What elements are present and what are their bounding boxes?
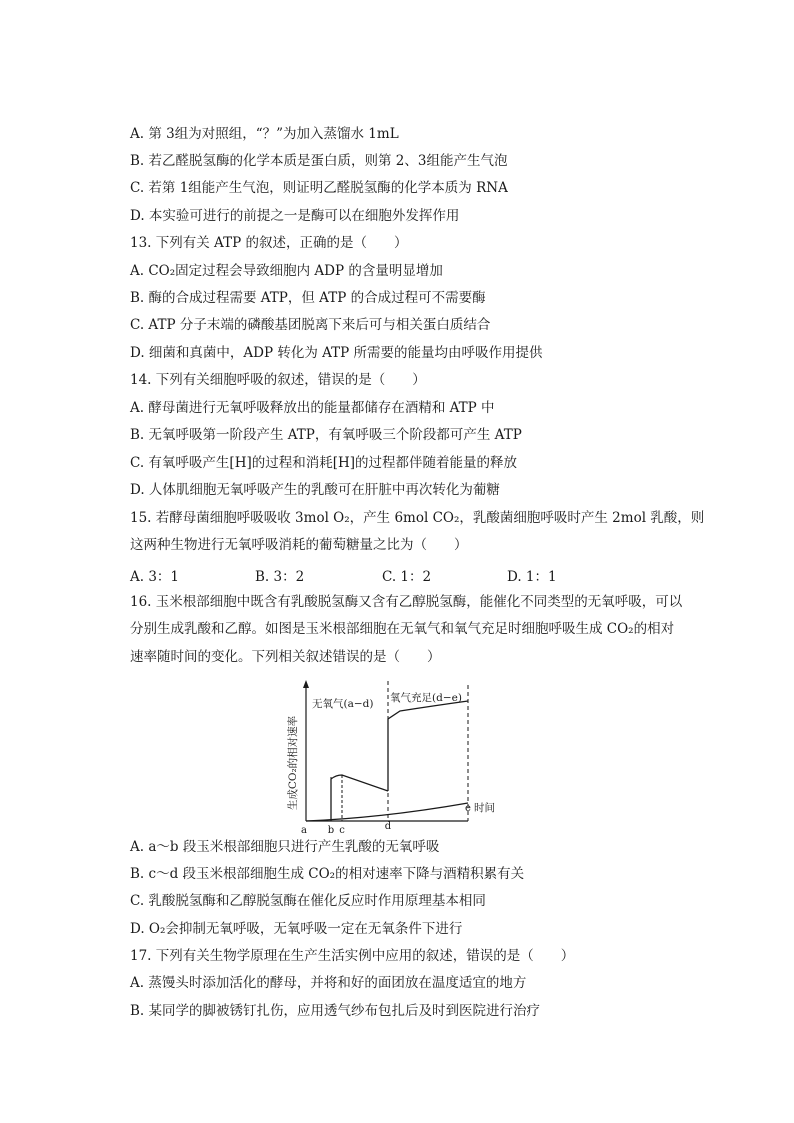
q14-stem: 14. 下列有关细胞呼吸的叙述，错误的是（ ）	[130, 372, 426, 388]
q13-stem: 13. 下列有关 ATP 的叙述，正确的是（ ）	[130, 235, 408, 251]
co2-rate-graph	[282, 675, 510, 835]
q16-stem-line3: 速率随时间的变化。下列相关叙述错误的是（ ）	[130, 649, 441, 665]
q15-stem-line1: 15. 若酵母菌细胞呼吸吸收 3mol O₂，产生 6mol CO₂，乳酸菌细胞呼吸时产生 2mol 乳酸，则	[130, 510, 705, 526]
q16-option-d: D. O₂会抑制无氧呼吸，无氧呼吸一定在无氧条件下进行	[130, 921, 463, 937]
q14-option-a: A. 酵母菌进行无氧呼吸释放出的能量都储存在酒精和 ATP 中	[130, 400, 495, 416]
tick-b: b	[327, 825, 335, 836]
q15-option-c: C. 1：2	[382, 569, 432, 585]
q12-option-c: C. 若第 1组能产生气泡，则证明乙醛脱氢酶的化学本质为 RNA	[130, 180, 508, 196]
q16-option-c: C. 乳酸脱氢酶和乙醇脱氢酶在催化反应时作用原理基本相同	[130, 893, 486, 909]
q15-option-b: B. 3：2	[255, 569, 305, 585]
q13-option-d: D. 细菌和真菌中，ADP 转化为 ATP 所需要的能量均由呼吸作用提供	[130, 345, 543, 361]
q15-option-a: A. 3：1	[130, 569, 180, 585]
y-axis-label: 生成CO₂的相对速率	[287, 715, 299, 811]
q14-option-d: D. 人体肌细胞无氧呼吸产生的乳酸可在肝脏中再次转化为葡糖	[130, 482, 500, 498]
q14-option-b: B. 无氧呼吸第一阶段产生 ATP，有氧呼吸三个阶段都可产生 ATP	[130, 427, 522, 443]
tick-d: d	[384, 821, 392, 832]
q13-option-b: B. 酶的合成过程需要 ATP，但 ATP 的合成过程可不需要酶	[130, 290, 486, 306]
tick-c: c	[339, 825, 345, 836]
q12-option-b: B. 若乙醛脱氢酶的化学本质是蛋白质，则第 2、3组能产生气泡	[130, 153, 508, 169]
q12-option-d: D. 本实验可进行的前提之一是酶可以在细胞外发挥作用	[130, 208, 460, 224]
q13-option-a: A. CO₂固定过程会导致细胞内 ADP 的含量明显增加	[130, 263, 443, 279]
x-axis-label: 时间	[474, 802, 495, 814]
q17-stem: 17. 下列有关生物学原理在生产生活实例中应用的叙述，错误的是（ ）	[130, 948, 575, 964]
tick-a: a	[301, 825, 307, 836]
q12-option-a: A. 第 3组为对照组，“？”为加入蒸馏水 1mL	[130, 126, 399, 142]
region-anoxic-label: 无氧气(a−d)	[312, 698, 374, 710]
q16-option-a: A. a～b 段玉米根部细胞只进行产生乳酸的无氧呼吸	[130, 839, 440, 855]
curve-anoxic	[331, 775, 388, 821]
q17-option-a: A. 蒸馒头时添加活化的酵母，并将和好的面团放在温度适宜的地方	[130, 975, 527, 991]
q15-option-d: D. 1：1	[507, 569, 557, 585]
q15-options	[130, 565, 690, 583]
curve-baseline	[306, 803, 468, 821]
curve-oxygen	[388, 701, 468, 791]
q16-option-b: B. c～d 段玉米根部细胞生成 CO₂的相对速率下降与酒精积累有关	[130, 866, 525, 882]
q15-stem-line2: 这两种生物进行无氧呼吸消耗的葡萄糖量之比为（ ）	[130, 537, 468, 553]
q13-option-c: C. ATP 分子末端的磷酸基团脱离下来后可与相关蛋白质结合	[130, 317, 491, 333]
region-oxygen-label: 氧气充足(d−e)	[390, 692, 462, 704]
q16-stem-line2: 分别生成乳酸和乙醇。如图是玉米根部细胞在无氧气和氧气充足时细胞呼吸生成 CO₂的相对	[130, 621, 675, 637]
q14-option-c: C. 有氧呼吸产生[H]的过程和消耗[H]的过程都伴随着能量的释放	[130, 455, 518, 471]
co2-rate-figure	[282, 675, 510, 835]
q17-option-b: B. 某同学的脚被锈钉扎伤，应用透气纱布包扎后及时到医院进行治疗	[130, 1003, 541, 1019]
tick-e: e	[465, 803, 471, 814]
y-axis-arrow	[303, 680, 309, 688]
q16-stem-line1: 16. 玉米根部细胞中既含有乳酸脱氢酶又含有乙醇脱氢酶，能催化不同类型的无氧呼吸，可以	[130, 594, 683, 610]
